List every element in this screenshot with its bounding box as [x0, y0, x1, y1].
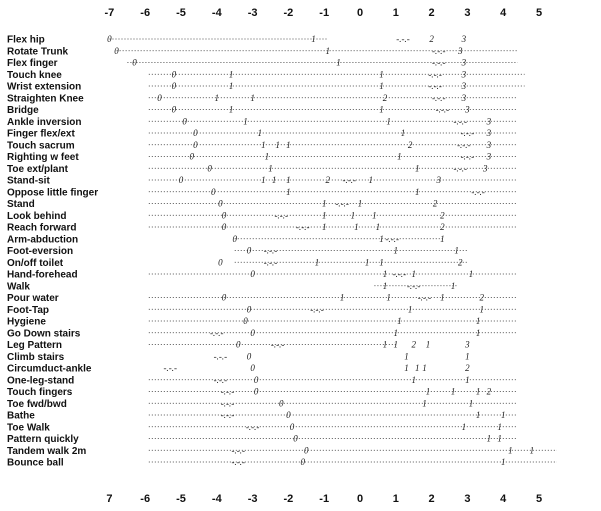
category-mark: 3 — [483, 163, 488, 174]
category-mark: 3 — [457, 45, 463, 56]
item-label: Rotate Trunk — [7, 46, 69, 58]
threshold-mark: -.-.- — [245, 421, 260, 432]
threshold-mark: -.-.- — [220, 410, 235, 420]
category-mark: 1 — [379, 81, 384, 91]
category-mark: 1 — [475, 410, 481, 420]
category-mark: 1 — [336, 57, 341, 68]
category-mark: 1 — [314, 257, 320, 268]
category-mark: 1 — [465, 351, 470, 362]
category-mark: 2 — [479, 292, 484, 303]
bottom-tick-label: -1 — [319, 493, 330, 505]
category-mark: 1 — [465, 374, 470, 385]
bottom-tick-label: 2 — [428, 493, 435, 505]
threshold-mark: -.-.- — [220, 398, 235, 409]
threshold-mark: -.-.- — [263, 245, 278, 256]
threshold-mark: -.-.- — [163, 363, 178, 373]
item-row — [7, 46, 518, 58]
category-mark: 0 — [107, 34, 112, 44]
item-label: Flex hip — [7, 34, 45, 46]
threshold-mark: -.-.- — [471, 186, 485, 197]
category-mark: 0 — [189, 151, 194, 162]
item-label: Pour water — [7, 293, 59, 304]
category-mark: 1 — [393, 327, 399, 338]
threshold-mark: -.-.- — [406, 280, 421, 291]
category-mark: 1 — [368, 175, 373, 185]
item-row — [7, 316, 518, 328]
threshold-mark: -.-.- — [428, 81, 442, 91]
item-row — [7, 410, 518, 422]
threshold-mark: -.-.- — [213, 374, 228, 385]
item-label: Toe ext/plant — [7, 163, 68, 175]
category-mark: 0 — [218, 257, 223, 268]
item-label: Leg Pattern — [7, 340, 63, 351]
item-row — [7, 210, 518, 222]
category-mark: 1 — [486, 433, 492, 444]
item-row — [7, 328, 518, 340]
item-row — [7, 93, 518, 105]
category-mark: 3 — [486, 139, 492, 150]
top-tick-label: -5 — [176, 7, 186, 19]
item-row — [7, 128, 518, 140]
threshold-mark: -.-.- — [210, 327, 224, 338]
category-mark: 1 — [379, 233, 384, 244]
item-label: Stand — [7, 199, 35, 210]
category-mark: 1 — [508, 445, 513, 456]
category-mark: 1 — [415, 163, 420, 174]
category-mark: 1 — [382, 339, 388, 350]
item-row — [7, 257, 467, 269]
category-mark: 0 — [250, 327, 255, 338]
bottom-tick-label: 7 — [106, 493, 113, 505]
category-mark: 1 — [450, 386, 456, 397]
item-label: Bathe — [7, 410, 35, 422]
category-mark: 0 — [232, 233, 237, 244]
category-mark: 1 — [261, 175, 266, 185]
threshold-mark: -.-.- — [231, 457, 246, 467]
category-mark: 3 — [486, 128, 492, 138]
item-row — [7, 34, 467, 46]
category-mark: 1 — [228, 81, 234, 91]
category-mark: 0 — [286, 410, 291, 420]
top-tick-label: -3 — [247, 7, 258, 19]
category-mark: 1 — [529, 445, 535, 456]
item-row — [7, 434, 518, 446]
category-mark: 0 — [221, 210, 227, 221]
category-mark: 1 — [372, 210, 377, 221]
item-row — [7, 281, 457, 293]
category-mark: 1 — [286, 175, 291, 185]
category-mark: 1 — [479, 304, 484, 315]
bottom-tick-label: 0 — [356, 493, 364, 505]
category-mark: 0 — [246, 245, 252, 256]
item-label: Righting w feet — [7, 152, 79, 163]
item-label: Go Down stairs — [7, 328, 81, 340]
category-mark: 2 — [486, 386, 492, 397]
threshold-mark: -.-.- — [460, 128, 475, 138]
category-mark: 0 — [289, 421, 295, 432]
item-label: Tandem walk 2m — [7, 445, 87, 457]
threshold-mark: -.-.- — [396, 34, 410, 44]
category-mark: 1 — [415, 186, 420, 197]
category-mark: 1 — [375, 222, 381, 232]
category-mark: 1 — [379, 69, 384, 80]
category-mark: 0 — [210, 186, 216, 197]
item-label: Oppose little finger — [7, 187, 99, 199]
category-mark: 1 — [425, 339, 431, 350]
item-label: Wrist extension — [7, 81, 82, 93]
category-mark: 0 — [178, 175, 184, 185]
top-axis — [105, 7, 543, 19]
category-mark: 1 — [422, 363, 427, 373]
category-mark: 1 — [440, 292, 445, 303]
category-mark: 1 — [440, 233, 445, 244]
category-mark: 0 — [253, 374, 259, 385]
category-mark: 1 — [275, 139, 280, 150]
category-mark: 0 — [304, 445, 309, 456]
threshold-mark: -.-.- — [231, 445, 246, 456]
threshold-mark: -.-.- — [263, 257, 278, 268]
bottom-tick-label: 4 — [500, 493, 507, 505]
category-mark: 1 — [379, 257, 384, 268]
category-mark: 1 — [425, 386, 431, 397]
item-row — [7, 222, 518, 234]
bottom-tick-label: -2 — [283, 493, 294, 505]
item-label: On/off toilet — [7, 257, 64, 269]
category-mark: 1 — [286, 186, 291, 197]
threshold-mark: -.-.- — [428, 69, 442, 80]
category-mark: 1 — [475, 386, 481, 397]
threshold-mark: -.-.- — [453, 163, 467, 174]
category-mark: 1 — [397, 151, 402, 162]
bottom-tick-label: 3 — [464, 493, 471, 505]
category-mark: 0 — [253, 386, 259, 397]
category-mark: 2 — [325, 175, 331, 185]
category-mark: 3 — [436, 175, 442, 185]
category-mark: 1 — [271, 175, 277, 185]
category-mark: 1 — [475, 316, 481, 326]
item-label: One-leg-stand — [7, 375, 75, 387]
item-row — [7, 58, 518, 70]
threshold-mark: -.-.- — [220, 386, 235, 397]
category-mark: 0 — [171, 81, 177, 91]
item-row — [7, 116, 518, 128]
category-mark: 1 — [350, 210, 356, 221]
top-tick-label: -6 — [140, 7, 151, 19]
category-mark: 1 — [357, 198, 363, 209]
bottom-tick-label: 1 — [392, 493, 399, 505]
category-mark: 0 — [207, 163, 212, 174]
category-mark: 0 — [157, 92, 162, 103]
item-row — [7, 351, 470, 363]
item-label: Flex finger — [7, 58, 58, 69]
category-mark: 1 — [411, 269, 416, 279]
category-mark: 2 — [382, 92, 388, 103]
top-tick-label: 0 — [356, 7, 364, 19]
category-mark: 1 — [454, 245, 459, 256]
category-mark: 1 — [243, 116, 248, 127]
item-label: Stand-sit — [7, 175, 50, 187]
bottom-tick-label: -4 — [211, 493, 222, 505]
category-mark: 1 — [379, 104, 384, 115]
item-label: Foot-eversion — [7, 246, 74, 257]
category-mark: 1 — [250, 92, 255, 103]
threshold-mark: -.-.- — [274, 210, 288, 221]
top-tick-label: 1 — [392, 7, 399, 19]
category-mark: 0 — [278, 398, 284, 409]
item-row — [7, 140, 518, 152]
category-mark: 1 — [393, 245, 399, 256]
category-mark: 3 — [465, 339, 470, 350]
item-row — [7, 293, 518, 305]
category-mark: 0 — [132, 57, 137, 68]
category-mark: 2 — [440, 222, 445, 232]
item-rows — [7, 34, 557, 469]
category-mark: 3 — [461, 92, 467, 103]
top-tick-label: 2 — [428, 7, 435, 19]
category-mark: 0 — [171, 104, 177, 115]
item-label: Bounce ball — [7, 457, 64, 469]
item-row — [7, 163, 518, 175]
category-mark: 1 — [382, 269, 388, 279]
category-mark: 0 — [114, 45, 119, 56]
threshold-mark: -.-.- — [270, 339, 285, 350]
item-row — [7, 234, 445, 246]
item-row — [7, 304, 518, 316]
category-mark: 1 — [404, 351, 409, 362]
category-mark: 0 — [236, 339, 241, 350]
category-mark: 0 — [171, 69, 177, 80]
item-label: Hygiene — [7, 316, 46, 328]
category-mark: 0 — [243, 316, 248, 326]
category-mark: 0 — [293, 433, 298, 444]
threshold-mark: -.-.- — [417, 292, 432, 303]
category-mark: 1 — [468, 269, 474, 279]
category-mark: 1 — [386, 292, 391, 303]
bottom-tick-label: -5 — [176, 493, 186, 505]
category-mark: 0 — [300, 457, 305, 467]
threshold-mark: -.-.- — [453, 116, 467, 127]
item-row — [7, 375, 518, 387]
item-label: Arm-abduction — [7, 234, 79, 246]
threshold-mark: -.-.- — [310, 304, 324, 315]
category-mark: 3 — [461, 81, 467, 91]
category-mark: 1 — [325, 45, 331, 56]
item-row — [7, 187, 518, 199]
item-row — [7, 105, 518, 117]
item-label: Walk — [7, 281, 30, 293]
category-mark: 1 — [461, 421, 467, 432]
category-mark: 1 — [321, 222, 327, 232]
item-label: Bridge — [7, 105, 39, 116]
category-mark: 1 — [450, 280, 456, 291]
category-mark: 1 — [321, 210, 327, 221]
category-mark: 1 — [404, 363, 409, 373]
threshold-mark: -.-.- — [432, 92, 446, 103]
item-label: Pattern quickly — [7, 434, 79, 445]
category-mark: 1 — [407, 304, 413, 315]
category-mark: 1 — [386, 116, 391, 127]
category-mark: 3 — [465, 104, 470, 115]
item-label: Touch sacrum — [7, 140, 75, 152]
threshold-mark: -.-.- — [295, 222, 310, 232]
category-mark: 1 — [257, 128, 263, 138]
category-mark: 2 — [411, 339, 416, 350]
category-mark: 0 — [182, 116, 187, 127]
category-mark: 2 — [407, 139, 413, 150]
top-tick-label: -2 — [283, 7, 294, 19]
item-row — [7, 152, 518, 164]
category-mark: 1 — [382, 280, 388, 291]
item-row — [7, 269, 518, 281]
category-mark: 0 — [250, 363, 255, 373]
category-mark: 1 — [228, 69, 234, 80]
item-label: Foot-Tap — [7, 304, 50, 316]
top-tick-label: -1 — [319, 7, 330, 19]
category-mark: 1 — [354, 222, 359, 232]
category-mark: 1 — [264, 151, 270, 162]
top-tick-label: 4 — [500, 7, 507, 19]
item-row — [7, 422, 518, 434]
item-label: Look behind — [7, 210, 67, 222]
category-mark: 1 — [228, 104, 234, 115]
category-mark: 1 — [268, 163, 273, 174]
category-mark: 2 — [429, 34, 434, 44]
category-mark: 1 — [475, 327, 481, 338]
category-mark: 3 — [486, 116, 492, 127]
category-mark: 0 — [193, 128, 198, 138]
category-mark: 2 — [457, 257, 463, 268]
category-mark: 1 — [393, 339, 399, 350]
category-mark: 2 — [465, 363, 470, 373]
item-label: Toe Walk — [7, 422, 50, 434]
item-label: Toe fwd/bwd — [7, 398, 67, 410]
threshold-mark: -.-.- — [342, 175, 357, 185]
item-label: Circumduct-ankle — [7, 363, 92, 375]
threshold-mark: -.-.- — [335, 198, 349, 209]
category-mark: 1 — [311, 34, 316, 44]
category-mark: 1 — [214, 92, 220, 103]
item-row — [7, 387, 518, 399]
item-label: Reach forward — [7, 222, 77, 234]
bottom-tick-label: -3 — [247, 493, 258, 505]
item-row — [7, 199, 518, 211]
category-mark: 3 — [461, 69, 467, 80]
category-mark: 0 — [218, 198, 223, 209]
category-mark: 1 — [468, 398, 474, 409]
item-label: Touch fingers — [7, 387, 73, 398]
item-row — [7, 457, 557, 469]
threshold-mark: -.-.- — [460, 151, 475, 162]
category-mark: 0 — [246, 351, 252, 362]
threshold-mark: -.-.- — [457, 139, 471, 150]
item-label: Finger flex/ext — [7, 128, 75, 140]
item-label: Hand-forehead — [7, 269, 78, 281]
item-row — [7, 445, 557, 457]
item-label: Climb stairs — [7, 351, 65, 363]
threshold-mark: -.-.- — [435, 104, 450, 115]
category-mark: 1 — [339, 292, 345, 303]
category-mark: 2 — [432, 198, 438, 209]
category-mark: 1 — [364, 257, 370, 268]
item-label: Touch knee — [7, 69, 62, 81]
category-mark: 1 — [286, 139, 291, 150]
threshold-mark: -.-.- — [432, 57, 446, 68]
category-mark: 3 — [461, 34, 467, 44]
item-label: Ankle inversion — [7, 116, 82, 128]
item-row — [7, 363, 470, 375]
category-mark: 1 — [497, 433, 502, 444]
category-mark: 1 — [397, 316, 402, 326]
threshold-mark: -.-.- — [392, 269, 407, 279]
threshold-mark: -.-.- — [213, 351, 228, 362]
category-mark: 0 — [193, 139, 198, 150]
bottom-tick-label: -6 — [140, 493, 151, 505]
category-mark: 1 — [411, 374, 416, 385]
category-mark: 1 — [500, 457, 506, 467]
threshold-mark: -.-.- — [385, 233, 399, 244]
category-mark: 1 — [422, 398, 427, 409]
category-mark: 1 — [415, 363, 420, 373]
category-mark: 0 — [250, 269, 255, 279]
category-mark: 0 — [246, 304, 252, 315]
category-mark: 3 — [486, 151, 492, 162]
category-mark: 2 — [440, 210, 445, 221]
threshold-mark: -.-.- — [432, 45, 446, 56]
item-row — [7, 246, 467, 258]
item-row — [7, 340, 470, 352]
item-row — [7, 69, 525, 81]
top-tick-label: 5 — [535, 7, 543, 19]
item-row — [7, 175, 518, 187]
category-mark: 1 — [321, 198, 327, 209]
category-mark: 0 — [221, 222, 227, 232]
category-mark: 1 — [261, 139, 266, 150]
category-mark: 1 — [497, 421, 502, 432]
top-tick-label: -7 — [104, 7, 115, 19]
top-tick-label: 3 — [464, 7, 471, 19]
bottom-axis — [106, 493, 542, 505]
category-mark: 1 — [500, 410, 506, 420]
item-label: Straighten Knee — [7, 93, 84, 105]
category-mark: 1 — [400, 128, 406, 138]
category-mark: 0 — [221, 292, 227, 303]
bottom-tick-label: 5 — [535, 493, 543, 505]
item-row — [7, 81, 525, 93]
item-row — [7, 398, 518, 410]
top-tick-label: -4 — [211, 7, 222, 19]
category-mark: 3 — [461, 57, 467, 68]
